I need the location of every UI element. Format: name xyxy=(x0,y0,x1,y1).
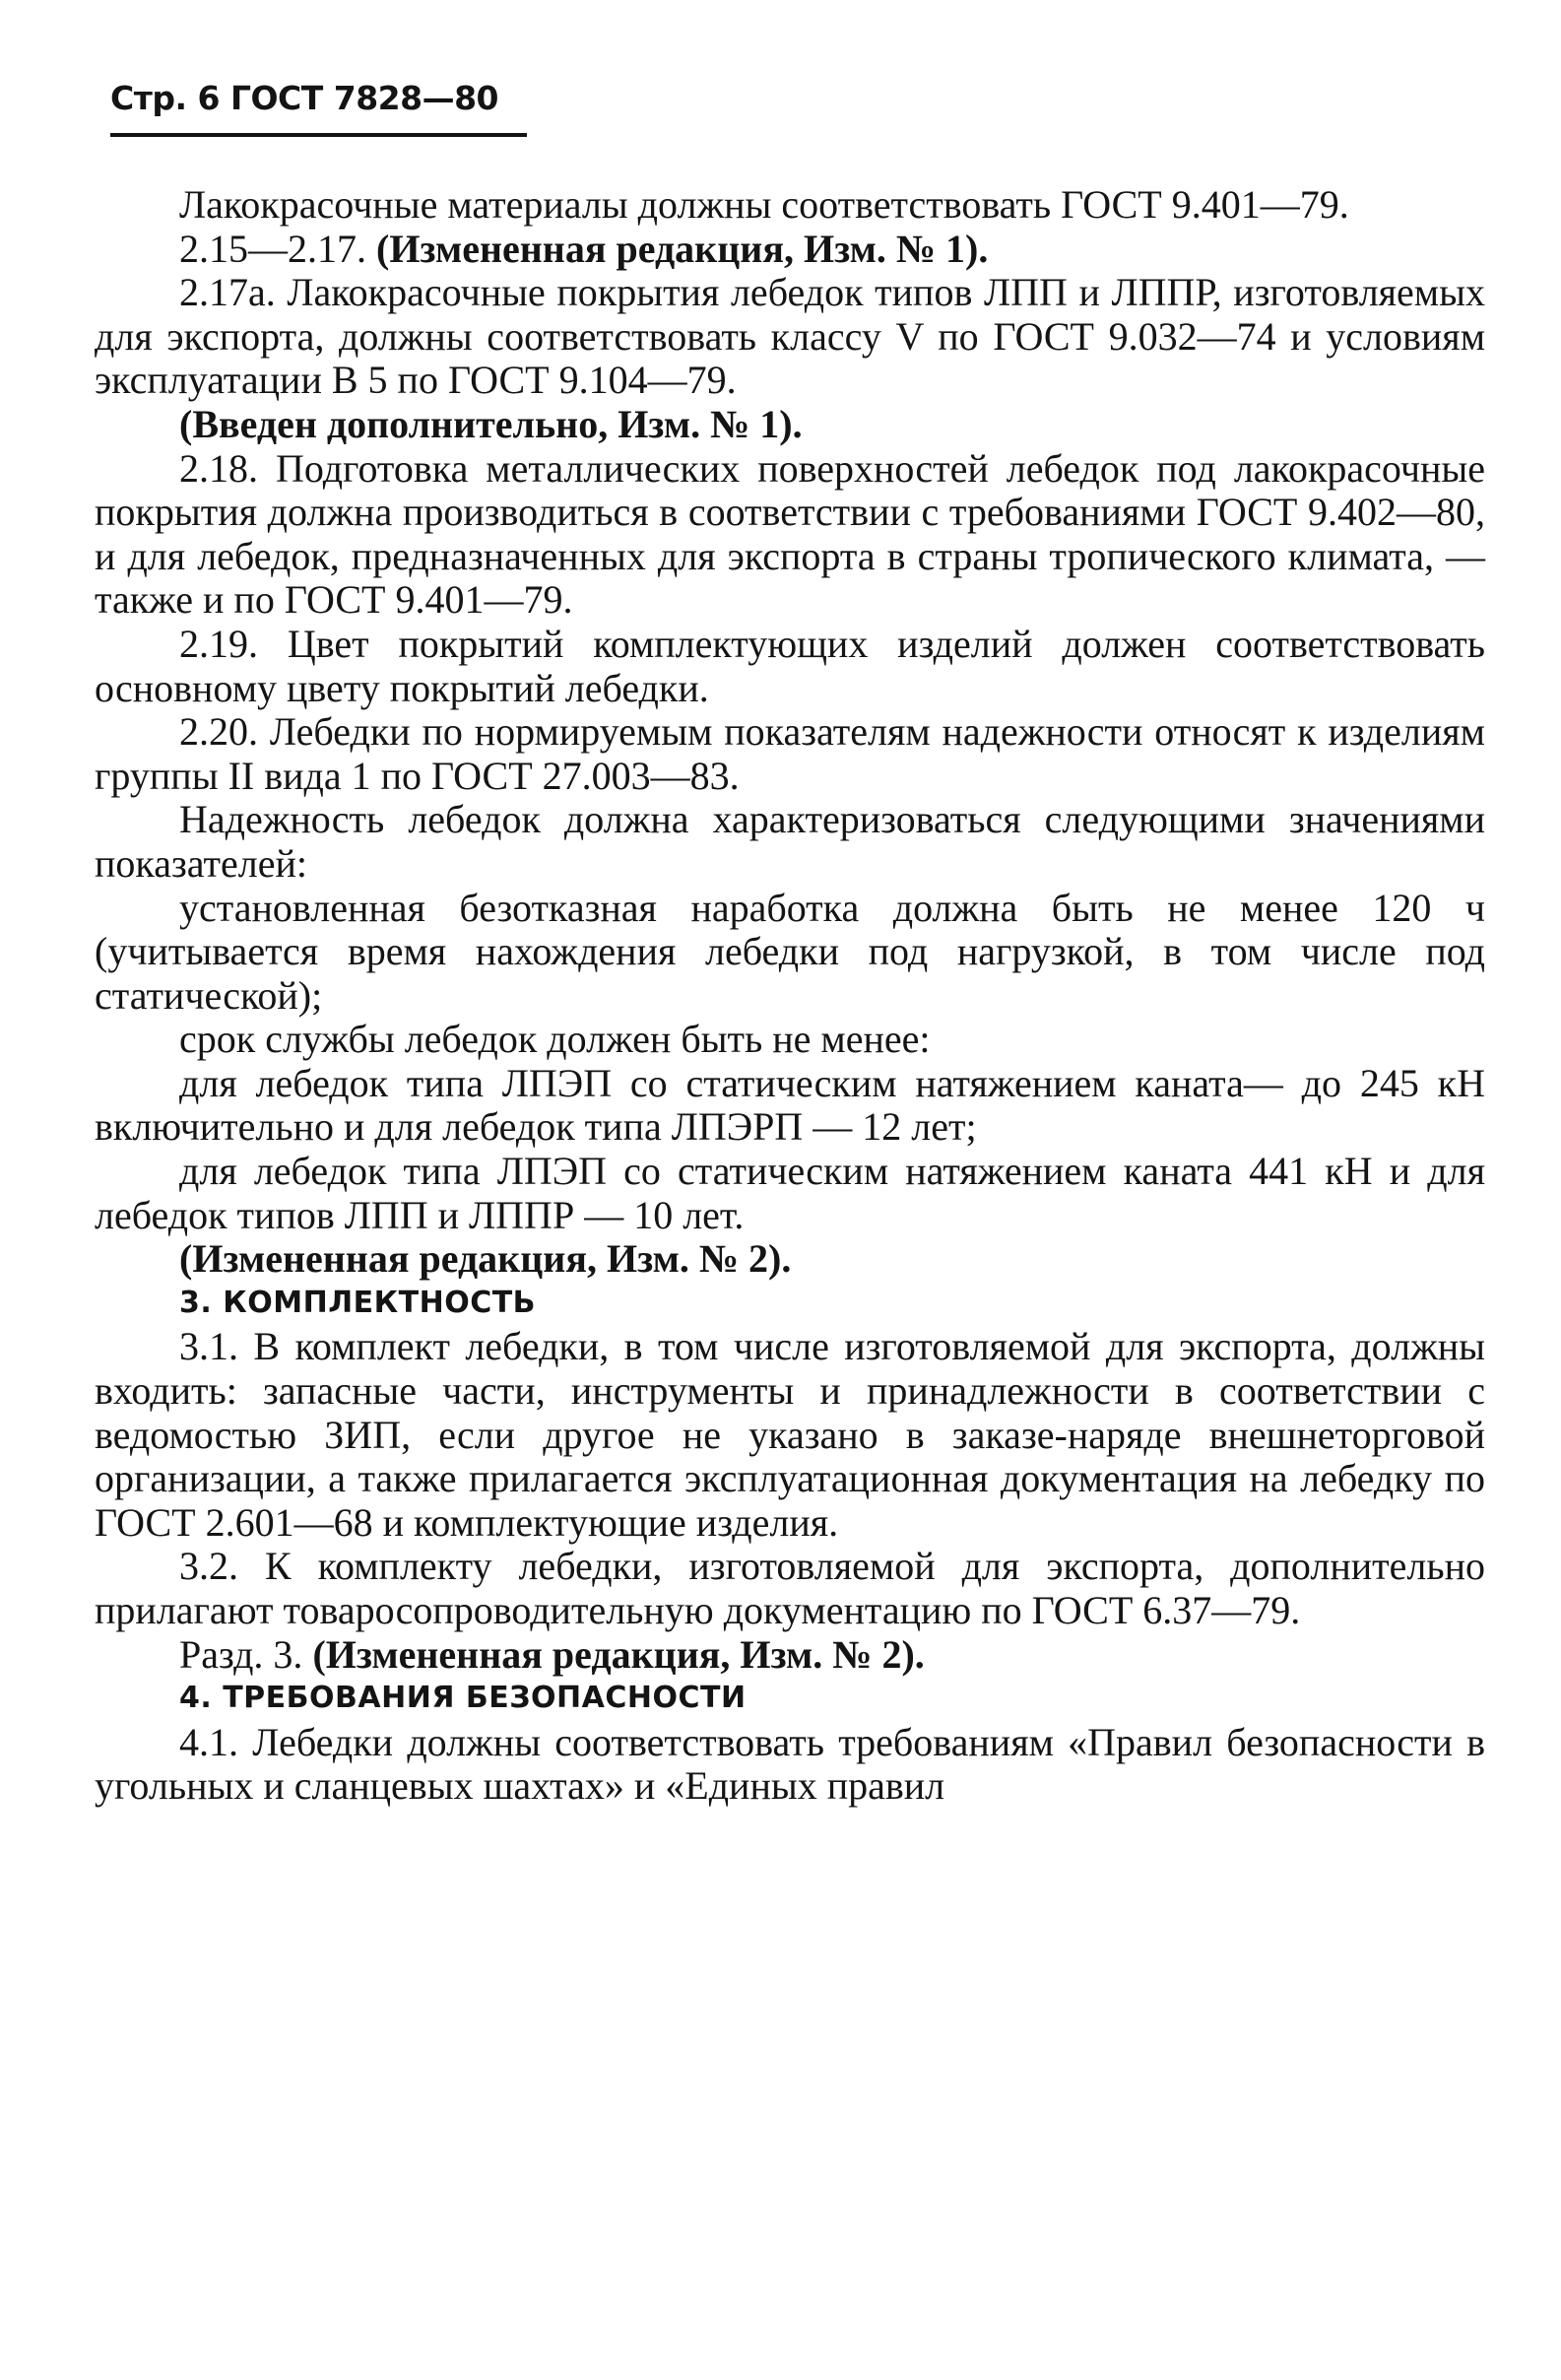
paragraph-service-life-441: для лебедок типа ЛПЭП со статическим натяжением каната 441 кН и для лебедок типов ЛПП и ЛППР — 10 лет. xyxy=(95,1149,1485,1237)
paragraph-2-17a: 2.17а. Лакокрасочные покрытия лебедок типов ЛПП и ЛППР, изготовляемых для экспорта, должны соответствовать классу V по ГОСТ 9.032—74 и условиям эксплуатации В 5 по ГОСТ 9.104—79. xyxy=(95,270,1485,403)
paragraph-4-1: 4.1. Лебедки должны соответствовать требованиям «Правил безопасности в угольных и сланцевых шахтах» и «Единых правил xyxy=(95,1719,1485,1809)
paragraph-service-life: срок службы лебедок должен быть не менее: xyxy=(179,1017,931,1062)
page-header: Стр. 6 ГОСТ 7828—80 xyxy=(110,79,499,117)
section-heading-4: 4. ТРЕБОВАНИЯ БЕЗОПАСНОСТИ xyxy=(179,1681,747,1716)
paragraph-service-life-245: для лебедок типа ЛПЭП со статическим натяжением каната— до 245 кН включительно и для лебедок типа ЛПЭРП — 12 лет; xyxy=(95,1060,1485,1150)
paragraph-reliability: Надежность лебедок должна характеризоваться следующими значениями показателей: xyxy=(95,797,1485,886)
paragraph-2-19: 2.19. Цвет покрытий комплектующих изделий должен соответствовать основному цвету покрытий лебедки. xyxy=(95,621,1485,710)
paragraph-section-3-note xyxy=(95,1633,1485,1678)
amendment-note-3: (Измененная редакция, Изм. № 2). xyxy=(312,1631,925,1677)
amendment-note: (Измененная редакция, Изм. № 1). xyxy=(376,226,989,271)
paragraph-paint-materials: Лакокрасочные материалы должны соответствовать ГОСТ 9.401—79. xyxy=(179,182,1349,227)
paragraph-2-20: 2.20. Лебедки по нормируемым показателям надежности относят к изделиям группы II вида 1 по ГОСТ 27.003—83. xyxy=(95,709,1485,798)
document-body xyxy=(95,183,1485,1809)
paragraph-2-18: 2.18. Подготовка металлических поверхностей лебедок под лакокрасочные покрытия должна производиться в соответствии с требованиями ГОСТ 9.402—80, и для лебедок, предназначенных для экспорта в страны тропического климата, — также и по ГОСТ 9.401—79. xyxy=(95,445,1485,623)
section-ref: Разд. 3. xyxy=(179,1631,303,1677)
paragraph-3-2: 3.2. К комплекту лебедки, изготовляемой для экспорта, дополнительно прилагают товаросопроводительную документацию по ГОСТ 6.37—79. xyxy=(95,1544,1485,1632)
amendment-note-added: (Введен дополнительно, Изм. № 1). xyxy=(179,401,803,446)
paragraph-2-15-2-17 xyxy=(95,228,1485,272)
paragraph-3-1: 3.1. В комплект лебедки, в том числе изготовляемой для экспорта, должны входить: запасные части, инструменты и принадлежности в соответствии с ведомостью ЗИП, если другое не указано в заказе-наряде внешнеторговой организации, а также прилагается эксплуатационная документация на лебедку по ГОСТ 2.601—68 и комплектующие изделия. xyxy=(95,1324,1485,1545)
clause-number: 2.15—2.17. xyxy=(179,226,366,271)
amendment-note-2: (Измененная редакция, Изм. № 2). xyxy=(179,1236,792,1282)
paragraph-operating-time: установленная безотказная наработка должна быть не менее 120 ч (учитывается время нахождения лебедки под нагрузкой, в том числе под статической); xyxy=(95,885,1485,1018)
section-heading-3: 3. КОМПЛЕКТНОСТЬ xyxy=(179,1285,537,1320)
header-divider xyxy=(110,133,527,137)
